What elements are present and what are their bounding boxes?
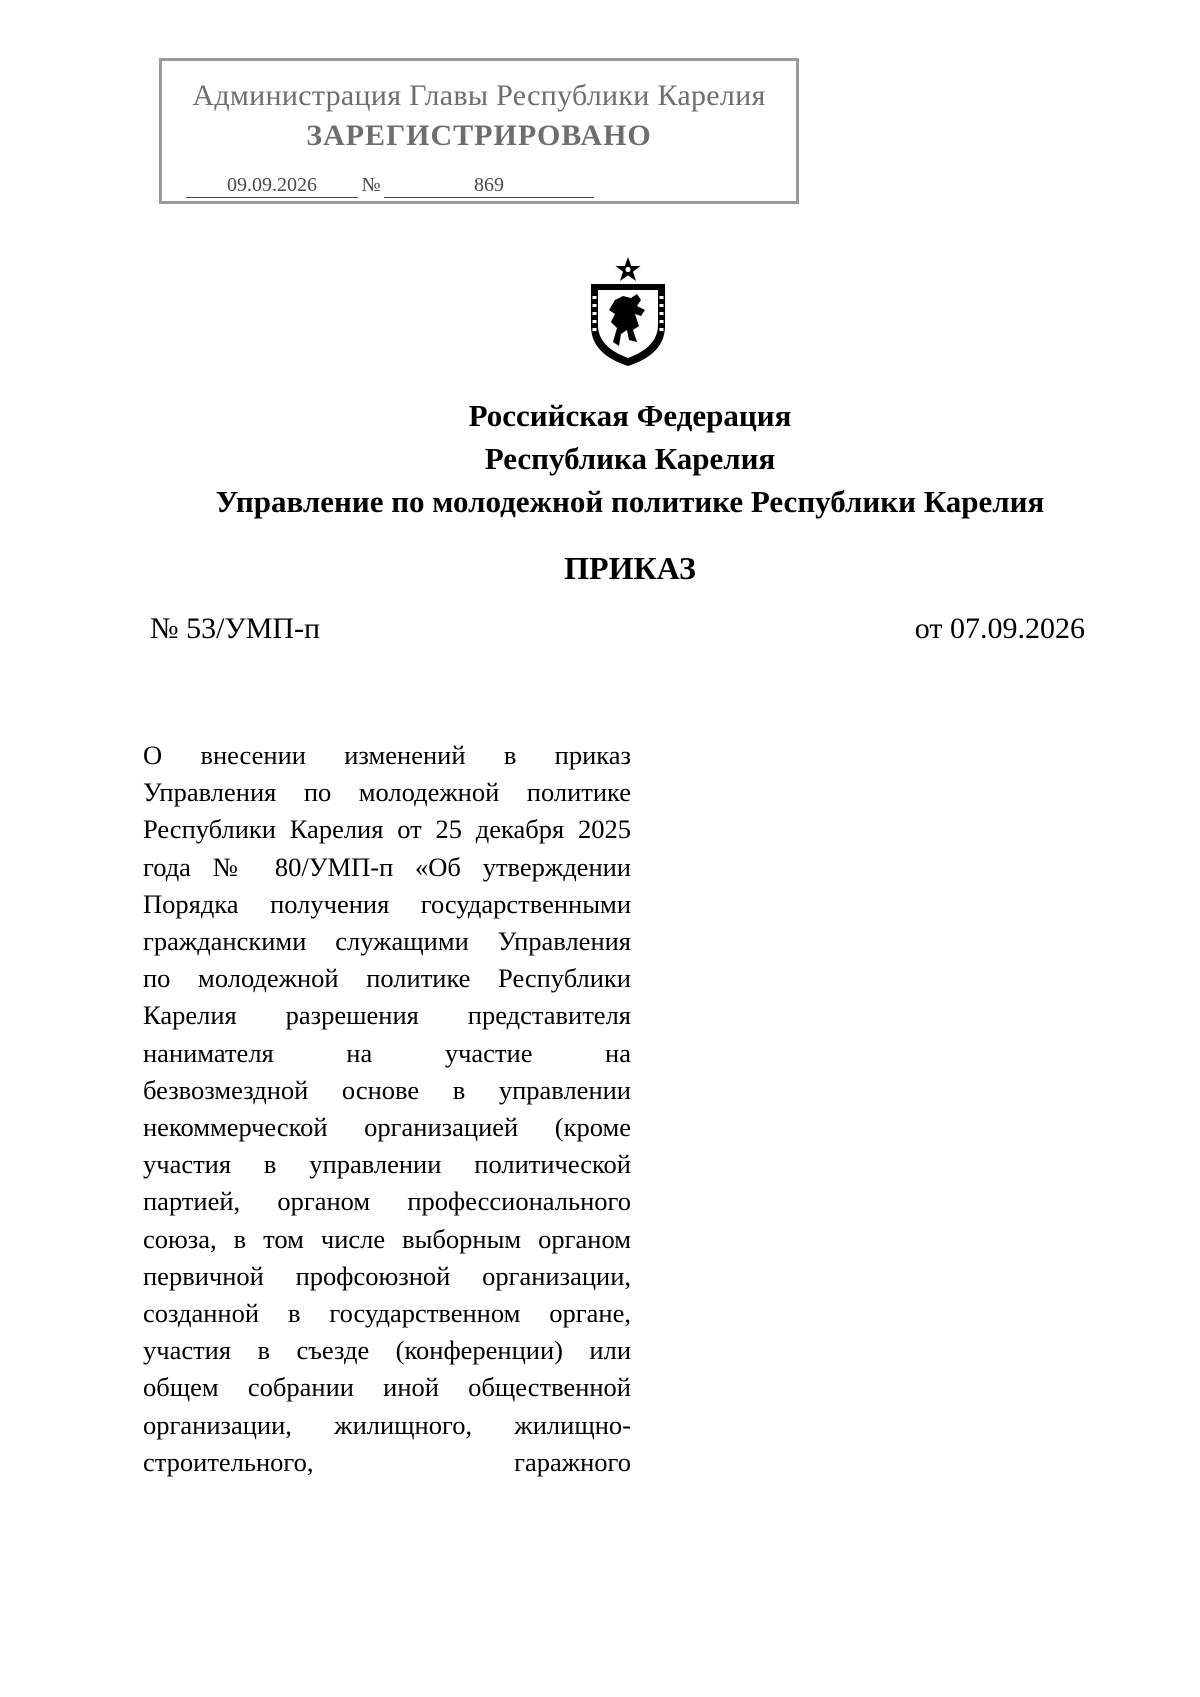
header-republic: Республика Карелия	[484, 441, 776, 476]
stamp-number: 869	[384, 174, 594, 198]
order-date: от 07.09.2026	[914, 612, 1085, 645]
body-line: участия в управлении политической	[143, 1149, 631, 1180]
stamp-organization: Администрация Главы Республики Карелия	[192, 79, 766, 112]
body-line: нанимателя на участие на	[143, 1037, 631, 1068]
body-line: созданной в государственном органе,	[143, 1298, 631, 1329]
body-line: Управления по молодежной политике	[143, 777, 631, 808]
body-line: некоммерческой организацией (кроме	[143, 1112, 631, 1143]
body-line: участия в съезде (конференции) или	[143, 1335, 631, 1366]
body-line: безвозмездной основе в управлении	[143, 1074, 631, 1105]
body-line: партией, органом профессионального	[143, 1186, 631, 1217]
order-subject	[143, 737, 631, 1481]
body-line: О внесении изменений в приказ	[143, 740, 631, 770]
body-line: Республики Карелия от 25 декабря 2025	[143, 814, 631, 845]
stamp-status: ЗАРЕГИСТРИРОВАНО	[306, 119, 652, 152]
body-line: общем собрании иной общественной	[143, 1372, 631, 1403]
body-line: союза, в том числе выборным органом	[143, 1223, 631, 1254]
karelia-coat-of-arms-icon	[585, 256, 671, 368]
header-country: Российская Федерация	[468, 398, 792, 433]
body-line: по молодежной политике Республики	[143, 963, 631, 994]
registration-stamp	[159, 58, 799, 204]
body-line: Порядка получения государственными	[143, 888, 631, 919]
order-number: № 53/УМП-п	[150, 612, 321, 645]
emblem-star	[616, 257, 641, 281]
body-line: организации, жилищного, жилищно-	[143, 1409, 631, 1440]
body-line: первичной профсоюзной организации,	[143, 1260, 631, 1291]
document-title: ПРИКАЗ	[564, 550, 696, 586]
header-agency: Управление по молодежной политике Республики Карелия	[215, 484, 1045, 519]
stamp-number-label: №	[361, 174, 381, 196]
body-line: гражданскими служащими Управления	[143, 926, 631, 957]
body-line: года № 80/УМП-п «Об утверждении	[143, 851, 631, 882]
body-line: Карелия разрешения представителя	[143, 1000, 631, 1031]
body-line: строительного, гаражного	[143, 1446, 631, 1477]
stamp-date: 09.09.2026	[186, 174, 358, 198]
